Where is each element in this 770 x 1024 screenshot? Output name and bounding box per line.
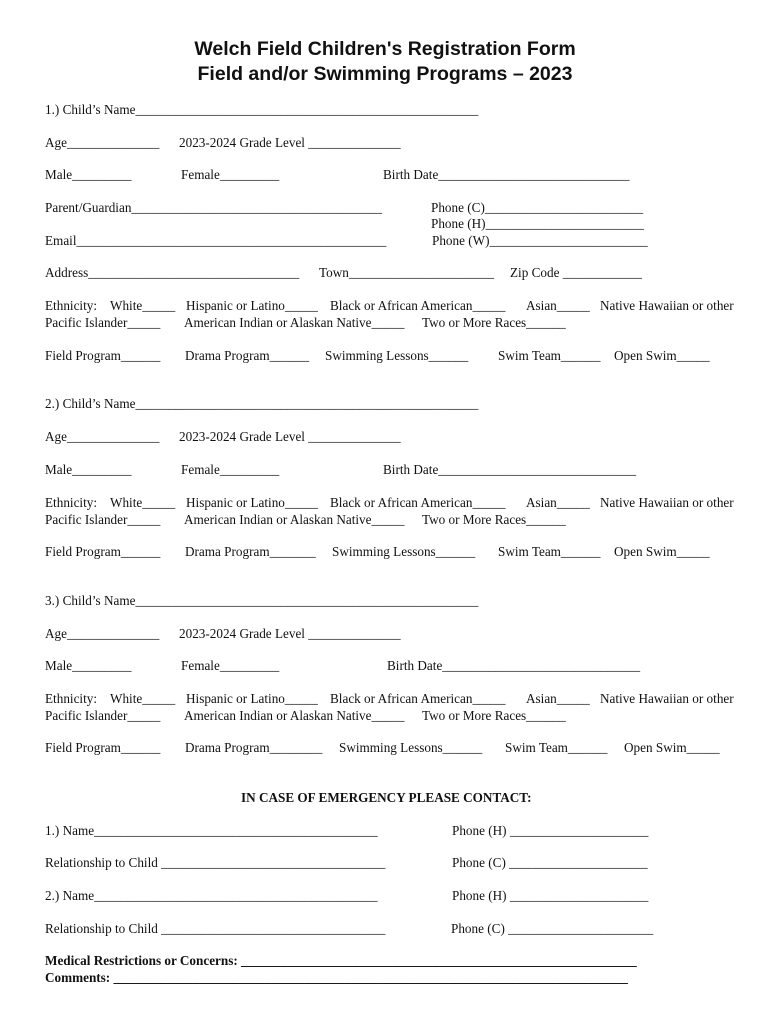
- child3-open-swim[interactable]: Open Swim_____: [624, 740, 720, 755]
- child1-swim-team[interactable]: Swim Team______: [498, 348, 601, 363]
- child3-grade-field[interactable]: 2023-2024 Grade Level ______________: [179, 626, 401, 641]
- child3-eth-american-indian[interactable]: American Indian or Alaskan Native_____: [184, 708, 405, 723]
- child1-grade-field[interactable]: 2023-2024 Grade Level ______________: [179, 135, 401, 150]
- child1-age-field[interactable]: Age______________: [45, 135, 160, 150]
- child2-eth-hispanic[interactable]: Hispanic or Latino_____: [186, 495, 318, 510]
- child3-swimming-lessons[interactable]: Swimming Lessons______: [339, 740, 483, 755]
- child1-eth-white[interactable]: White_____: [110, 298, 176, 313]
- town-field[interactable]: Town______________________: [319, 265, 494, 280]
- child3-name-field[interactable]: 3.) Child’s Name____________________________________________________: [45, 593, 479, 608]
- child3-eth-asian[interactable]: Asian_____: [526, 691, 590, 706]
- child1-ethnicity-label: Ethnicity:: [45, 298, 98, 313]
- child1-eth-pacific-islander[interactable]: Pacific Islander_____: [45, 315, 161, 330]
- child2-swim-team[interactable]: Swim Team______: [498, 544, 601, 559]
- emergency1-phone-h-field[interactable]: Phone (H) _____________________: [452, 823, 649, 838]
- child2-swimming-lessons[interactable]: Swimming Lessons______: [332, 544, 476, 559]
- comments-field[interactable]: Comments: ______________________________________________________________________________: [45, 970, 628, 985]
- form-title: Welch Field Children's Registration Form: [194, 38, 576, 60]
- phone-c-field[interactable]: Phone (C)________________________: [431, 200, 644, 215]
- emergency1-phone-c-field[interactable]: Phone (C) _____________________: [452, 855, 648, 870]
- child1-birthdate-field[interactable]: Birth Date_____________________________: [383, 167, 630, 182]
- child3-eth-pacific-islander[interactable]: Pacific Islander_____: [45, 708, 161, 723]
- child3-eth-black[interactable]: Black or African American_____: [330, 691, 506, 706]
- child1-eth-american-indian[interactable]: American Indian or Alaskan Native_____: [184, 315, 405, 330]
- emergency2-phone-h-field[interactable]: Phone (H) _____________________: [452, 888, 649, 903]
- child3-birthdate-field[interactable]: Birth Date______________________________: [387, 658, 641, 673]
- child2-open-swim[interactable]: Open Swim_____: [614, 544, 710, 559]
- child1-name-field[interactable]: 1.) Child’s Name____________________________________________________: [45, 102, 479, 117]
- child3-swim-team[interactable]: Swim Team______: [505, 740, 608, 755]
- child3-age-field[interactable]: Age______________: [45, 626, 160, 641]
- child1-eth-black[interactable]: Black or African American_____: [330, 298, 506, 313]
- emergency2-name-field[interactable]: 2.) Name___________________________________________: [45, 888, 378, 903]
- phone-w-field[interactable]: Phone (W)________________________: [432, 233, 648, 248]
- child2-field-program[interactable]: Field Program______: [45, 544, 161, 559]
- child2-age-field[interactable]: Age______________: [45, 429, 160, 444]
- child1-drama-program[interactable]: Drama Program______: [185, 348, 310, 363]
- child2-eth-two-or-more[interactable]: Two or More Races______: [422, 512, 566, 527]
- child3-eth-white[interactable]: White_____: [110, 691, 176, 706]
- child2-female-field[interactable]: Female_________: [181, 462, 280, 477]
- child2-eth-pacific-islander[interactable]: Pacific Islander_____: [45, 512, 161, 527]
- zip-code-field[interactable]: Zip Code ____________: [510, 265, 642, 280]
- child2-eth-american-indian[interactable]: American Indian or Alaskan Native_____: [184, 512, 405, 527]
- child1-swimming-lessons[interactable]: Swimming Lessons______: [325, 348, 469, 363]
- emergency1-relationship-field[interactable]: Relationship to Child __________________________________: [45, 855, 386, 870]
- child2-birthdate-field[interactable]: Birth Date______________________________: [383, 462, 637, 477]
- child3-male-field[interactable]: Male_________: [45, 658, 132, 673]
- child2-eth-black[interactable]: Black or African American_____: [330, 495, 506, 510]
- child3-ethnicity-label: Ethnicity:: [45, 691, 98, 706]
- form-subtitle: Field and/or Swimming Programs – 2023: [197, 63, 573, 85]
- child1-eth-asian[interactable]: Asian_____: [526, 298, 590, 313]
- child3-eth-two-or-more[interactable]: Two or More Races______: [422, 708, 566, 723]
- child2-name-field[interactable]: 2.) Child’s Name____________________________________________________: [45, 396, 479, 411]
- child2-eth-native-hawaiian[interactable]: Native Hawaiian or other: [600, 495, 734, 510]
- child1-eth-native-hawaiian[interactable]: Native Hawaiian or other: [600, 298, 734, 313]
- child1-eth-two-or-more[interactable]: Two or More Races______: [422, 315, 566, 330]
- child1-field-program[interactable]: Field Program______: [45, 348, 161, 363]
- emergency1-name-field[interactable]: 1.) Name___________________________________________: [45, 823, 378, 838]
- medical-restrictions-field[interactable]: Medical Restrictions or Concerns: ____________________________________________________________: [45, 953, 637, 968]
- child2-drama-program[interactable]: Drama Program_______: [185, 544, 316, 559]
- emergency-heading: IN CASE OF EMERGENCY PLEASE CONTACT:: [241, 790, 532, 805]
- email-field[interactable]: Email_______________________________________________: [45, 233, 387, 248]
- child2-male-field[interactable]: Male_________: [45, 462, 132, 477]
- child1-eth-hispanic[interactable]: Hispanic or Latino_____: [186, 298, 318, 313]
- parent-guardian-field[interactable]: Parent/Guardian______________________________________: [45, 200, 382, 215]
- child2-ethnicity-label: Ethnicity:: [45, 495, 98, 510]
- child1-female-field[interactable]: Female_________: [181, 167, 280, 182]
- child3-eth-native-hawaiian[interactable]: Native Hawaiian or other: [600, 691, 734, 706]
- phone-h-field[interactable]: Phone (H)________________________: [431, 216, 644, 231]
- child3-female-field[interactable]: Female_________: [181, 658, 280, 673]
- child3-eth-hispanic[interactable]: Hispanic or Latino_____: [186, 691, 318, 706]
- child2-grade-field[interactable]: 2023-2024 Grade Level ______________: [179, 429, 401, 444]
- child2-eth-white[interactable]: White_____: [110, 495, 176, 510]
- address-field[interactable]: Address________________________________: [45, 265, 300, 280]
- child1-male-field[interactable]: Male_________: [45, 167, 132, 182]
- child3-drama-program[interactable]: Drama Program________: [185, 740, 323, 755]
- child3-field-program[interactable]: Field Program______: [45, 740, 161, 755]
- emergency2-relationship-field[interactable]: Relationship to Child __________________________________: [45, 921, 386, 936]
- emergency2-phone-c-field[interactable]: Phone (C) ______________________: [451, 921, 654, 936]
- child1-open-swim[interactable]: Open Swim_____: [614, 348, 710, 363]
- child2-eth-asian[interactable]: Asian_____: [526, 495, 590, 510]
